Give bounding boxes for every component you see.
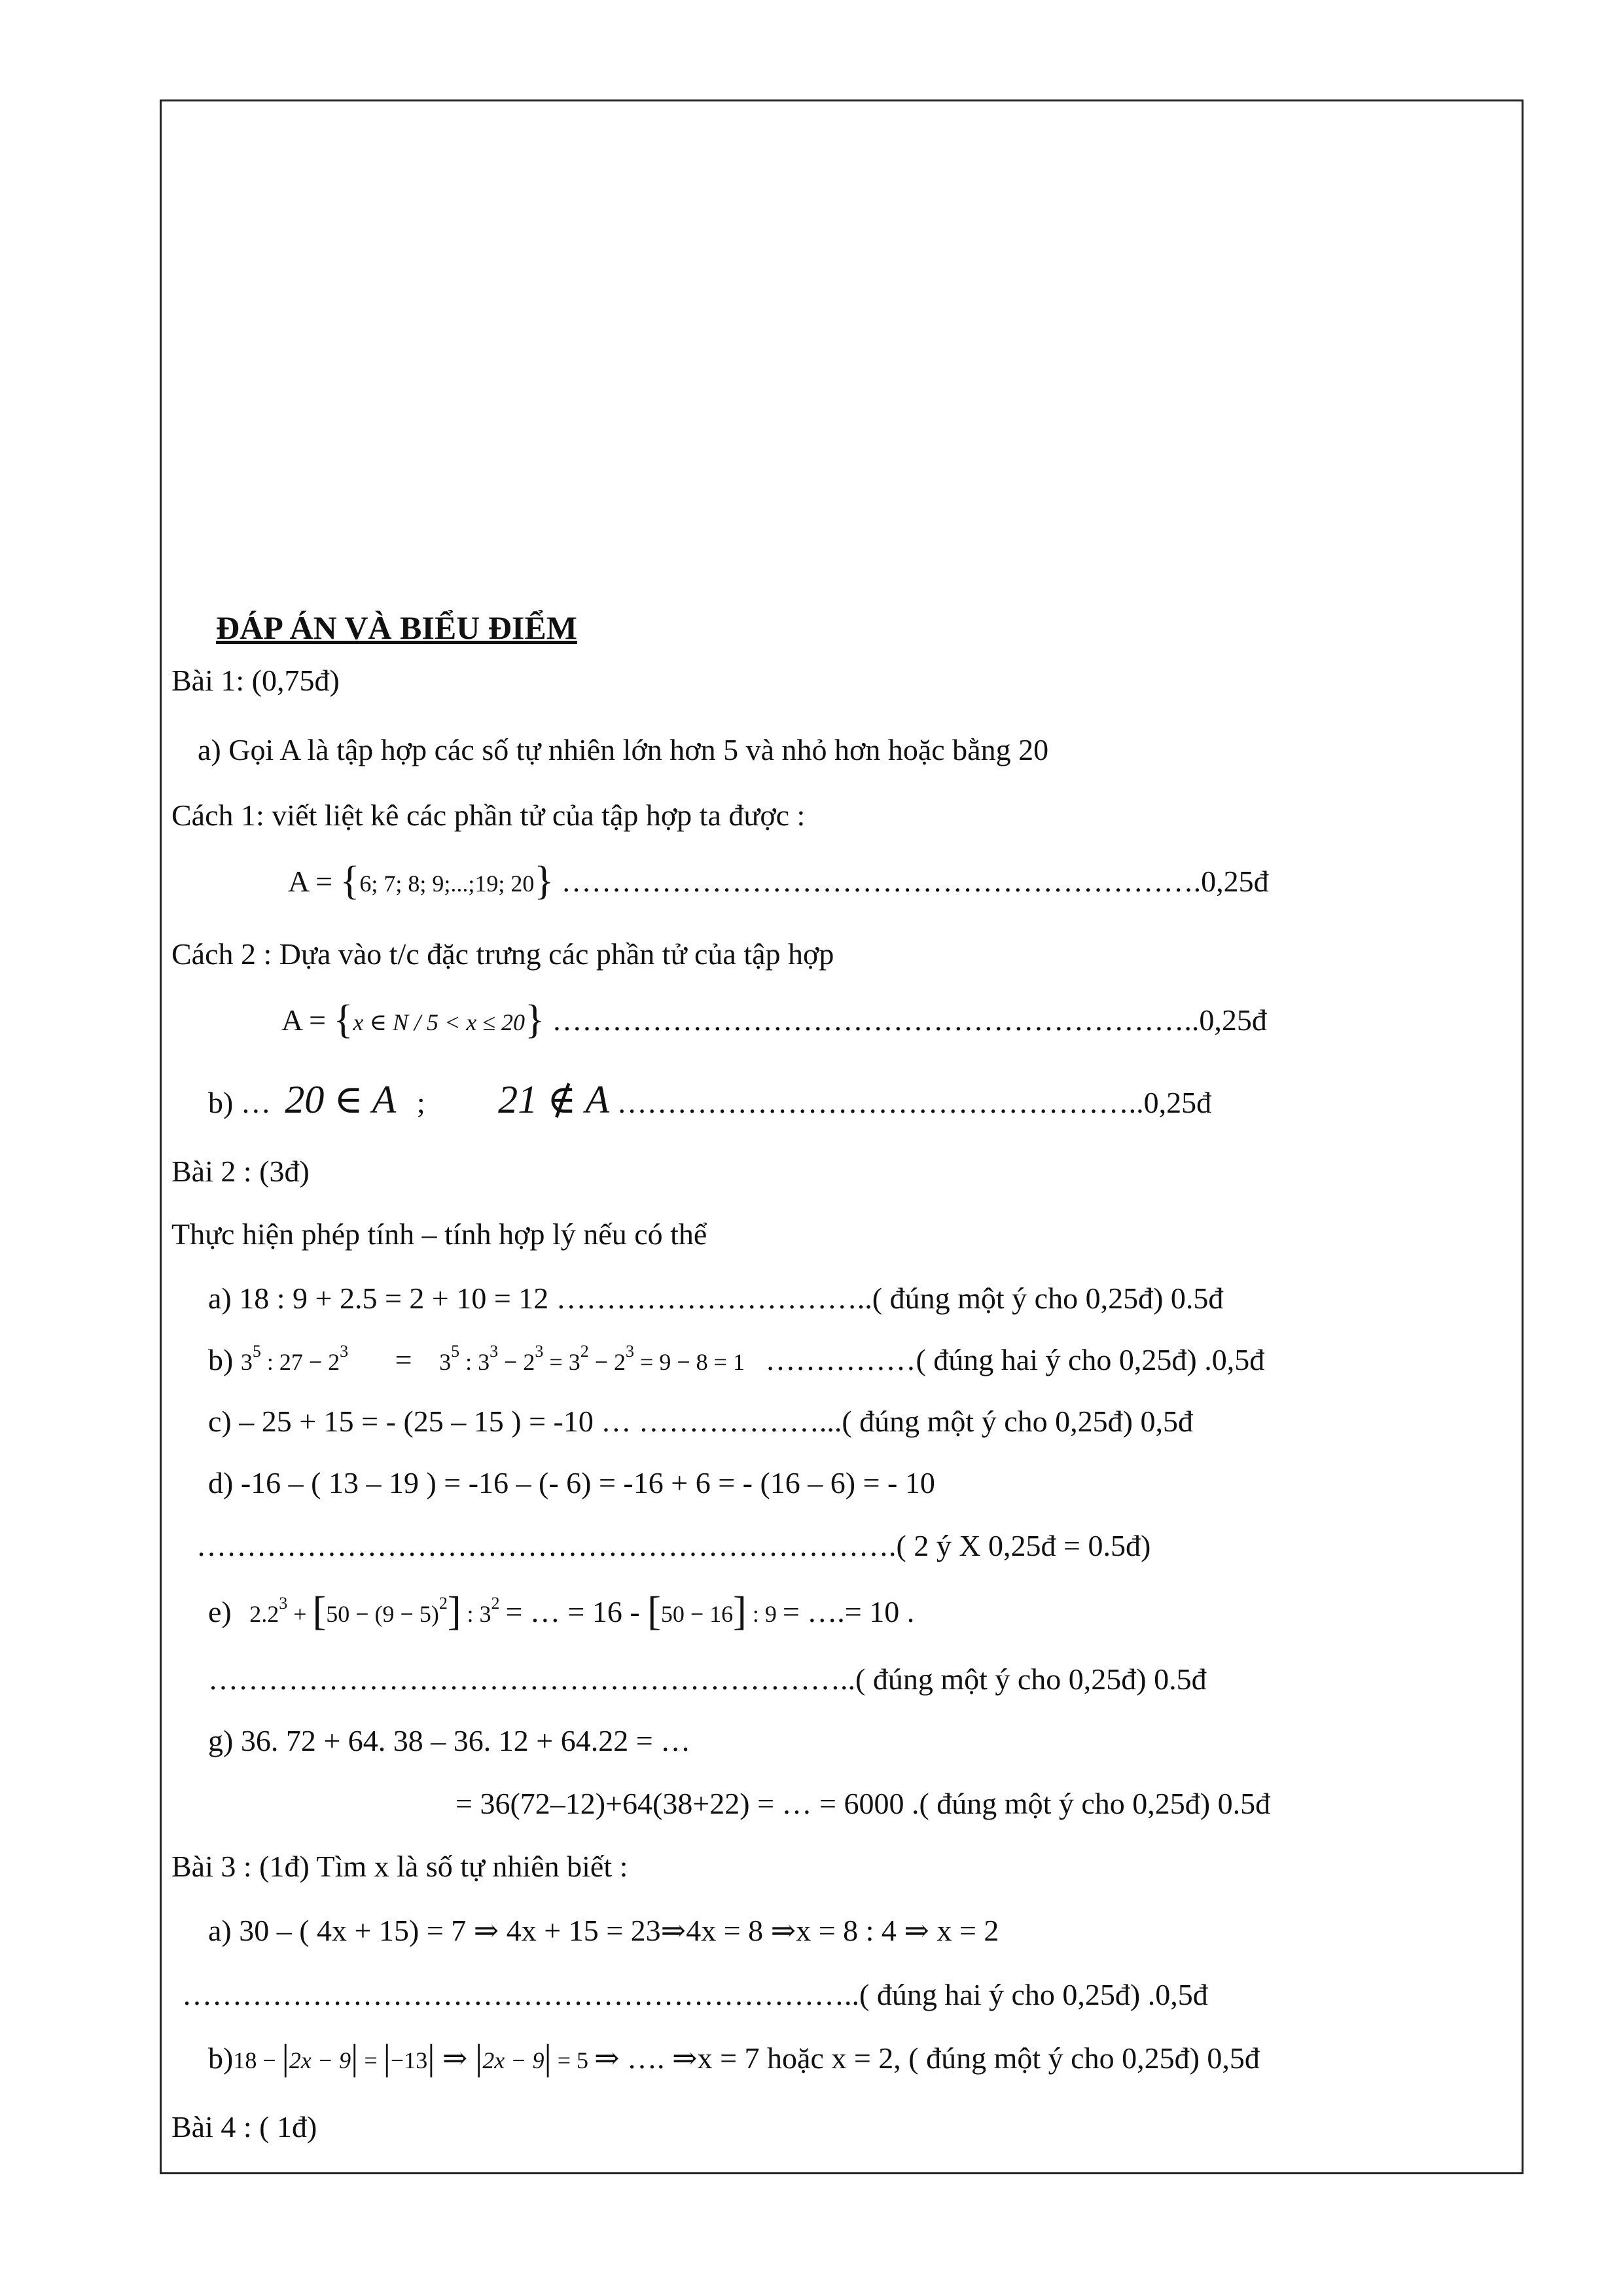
set2-content: x ∈ N / 5 < x ≤ 20: [353, 1009, 526, 1035]
bai3-a-dots: …………………………………………………………..( đúng hai ý cho 0,25đ) .0,5đ: [182, 1978, 1208, 2011]
set1-content: 6; 7; 8; 9;...;19; 20: [359, 870, 535, 897]
b-sep: ;: [416, 1086, 425, 1119]
bai1-cach1: Cách 1: viết liệt kê các phần tử của tập hợp ta được :: [171, 798, 806, 832]
bai2-intro: Thực hiện phép tính – tính hợp lý nếu có thể: [171, 1217, 707, 1251]
e-label: e): [208, 1595, 232, 1628]
bai3-a: a) 30 – ( 4x + 15) = 7 ⇒ 4x + 15 = 23⇒4x = 8 ⇒x = 8 : 4 ⇒ x = 2: [208, 1914, 999, 1947]
bai2-d: d) -16 – ( 13 – 19 ) = -16 – (- 6) = -16 + 6 = - (16 – 6) = - 10: [208, 1466, 935, 1499]
bai2-e: e) $2.2^3 + [50 - (9 - 5)^2]$ : $3^2$ = … = 16 - [50 − 16] : 9 = ….= 10 .: [208, 1589, 915, 1634]
b-in: 20 ∈ A: [285, 1078, 397, 1121]
bai2-b: b) $3^5$ : $27 - 2^3 = 3^5$ : $3^3 - 2^3 = 3^2 - 2^3 = 9 - 8 = 1$ ……………( đúng hai ý cho 0,25đ) .0,5đ: [208, 1342, 1265, 1376]
b-prefix: b) …: [208, 1086, 271, 1119]
e-tail: = ….= 10 .: [782, 1595, 915, 1628]
right-brace-icon: }: [534, 859, 554, 903]
bai2-d-dots: …………………………………………………………….( 2 ý X 0,25đ = 0.5đ): [196, 1529, 1151, 1562]
e-mid: = … = 16 -: [505, 1595, 640, 1628]
b-label: b): [208, 2041, 234, 2075]
bai1-heading: Bài 1: (0,75đ): [171, 664, 340, 697]
right-bracket-icon: ]: [733, 1589, 747, 1634]
right-brace-icon: }: [525, 997, 544, 1042]
set2-prefix: A =: [281, 1003, 334, 1037]
set1-dots: ……………………………………………………….0,25đ: [561, 865, 1269, 898]
left-brace-icon: {: [340, 859, 360, 903]
bai1-cach2: Cách 2 : Dựa vào t/c đặc trưng các phần tử của tập hợp: [171, 937, 834, 971]
bai3-b: b)18 − |2x − 9| = |−13| ⇒ |2x − 9| = 5 ⇒ …. ⇒x = 7 hoặc x = 2, ( đúng một ý cho 0,25đ) 0,5đ: [208, 2037, 1260, 2078]
right-bracket-icon: ]: [447, 1589, 461, 1634]
bai2-c: c) – 25 + 15 = - (25 – 15 ) = -10 … ………………...( đúng một ý cho 0,25đ) 0,5đ: [208, 1405, 1193, 1438]
bai2-g: g) 36. 72 + 64. 38 – 36. 12 + 64.22 = …: [208, 1724, 691, 1757]
b-notin: 21 ∉ A: [498, 1078, 610, 1121]
bai3-heading: Bài 3 : (1đ) Tìm x là số tự nhiên biết :: [171, 1850, 628, 1883]
b-tail: ⇒ …. ⇒x = 7 hoặc x = 2, ( đúng một ý cho 0,25đ) 0,5đ: [594, 2041, 1260, 2075]
b-label: b): [208, 1343, 234, 1376]
left-bracket-icon: [: [647, 1589, 661, 1634]
bai2-a: a) 18 : 9 + 2.5 = 2 + 10 = 12 …………………………..( đúng một ý cho 0,25đ) 0.5đ: [208, 1282, 1224, 1315]
bai2-e-dots: ………………………………………………………..( đúng một ý cho 0,25đ) 0.5đ: [208, 1662, 1207, 1696]
page-title: ĐÁP ÁN VÀ BIỂU ĐIỂM: [216, 609, 577, 646]
bai1-b: [208, 1080, 1211, 1122]
bai4-heading: Bài 4 : ( 1đ): [171, 2110, 317, 2144]
set1-prefix: A =: [288, 865, 340, 898]
left-bracket-icon: [: [312, 1589, 327, 1634]
set2-dots: ………………………………………………………..0,25đ: [552, 1003, 1267, 1037]
bai2-g2: = 36(72–12)+64(38+22) = … = 6000 .( đúng một ý cho 0,25đ) 0.5đ: [455, 1787, 1271, 1820]
b-dots: ……………………………………………..0,25đ: [616, 1086, 1212, 1119]
bai1-a-text: a) Gọi A là tập hợp các số tự nhiên lớn hơn 5 và nhỏ hơn hoặc bằng 20: [198, 733, 1049, 766]
bai1-set2: [281, 997, 1267, 1042]
b-tail: ……………( đúng hai ý cho 0,25đ) .0,5đ: [765, 1343, 1265, 1376]
left-brace-icon: {: [333, 997, 353, 1042]
bai1-set1: [288, 861, 1269, 903]
bai2-heading: Bài 2 : (3đ): [171, 1155, 310, 1188]
